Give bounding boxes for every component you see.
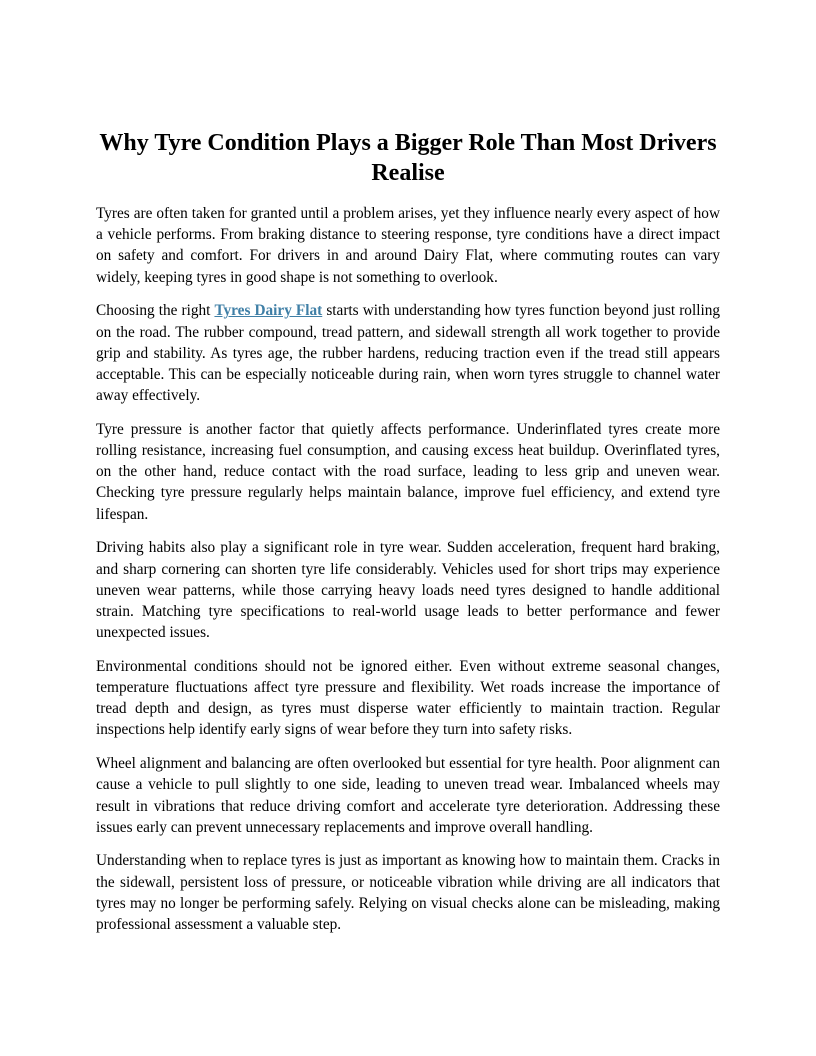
paragraph-choosing-tyres — [96, 300, 720, 406]
document-title: Why Tyre Condition Plays a Bigger Role Than Most Drivers Realise — [99, 130, 717, 186]
document-body — [96, 203, 720, 935]
paragraph-environmental-conditions: Environmental conditions should not be ignored either. Even without extreme seasonal changes, temperature fluctuations affect tyre pressure and flexibility. Wet roads increase the importance of tread depth and design, as tyres must disperse water efficiently to maintain traction. Regular inspections help identify early signs of wear before they turn into safety risks. — [96, 657, 720, 739]
paragraph-text-after-link: starts with understanding how tyres function beyond just rolling on the road. The rubber compound, tread pattern, and sidewall strength all work together to provide grip and stability. As tyres age, the rubber hardens, reducing traction even if the tread still appears acceptable. This can be especially noticeable during rain, when worn tyres struggle to channel water away effectively. — [96, 302, 721, 405]
document-page — [96, 128, 720, 948]
paragraph-text-before-link: Choosing the right — [96, 302, 215, 320]
paragraph-tyre-pressure: Tyre pressure is another factor that quietly affects performance. Underinflated tyres create more rolling resistance, increasing fuel consumption, and causing excess heat buildup. Overinflated tyres, on the other hand, reduce contact with the road surface, leading to less grip and uneven wear. Checking tyre pressure regularly helps maintain balance, improve fuel efficiency, and extend tyre lifespan. — [96, 420, 720, 523]
paragraph-wheel-alignment: Wheel alignment and balancing are often overlooked but essential for tyre health. Poor alignment can cause a vehicle to pull slightly to one side, leading to uneven tread wear. Imbalanced wheels may result in vibrations that reduce driving comfort and accelerate tyre deterioration. Addressing these issues early can prevent unnecessary replacements and improve overall handling. — [96, 755, 720, 836]
paragraph-intro: Tyres are often taken for granted until a problem arises, yet they influence nearly every aspect of how a vehicle performs. From braking distance to steering response, tyre conditions have a direct impact on safety and comfort. For drivers in and around Dairy Flat, where commuting routes can vary widely, keeping tyres in good shape is not something to overlook. — [96, 205, 720, 286]
tyres-dairy-flat-link[interactable]: Tyres Dairy Flat — [214, 302, 323, 320]
paragraph-driving-habits: Driving habits also play a significant role in tyre wear. Sudden acceleration, frequent hard braking, and sharp cornering can shorten tyre life considerably. Vehicles used for short trips may experience uneven wear patterns, while those carrying heavy loads need tyres designed to handle additional strain. Matching tyre specifications to real-world usage leads to better performance and fewer unexpected issues. — [96, 539, 720, 642]
paragraph-replacement: Understanding when to replace tyres is just as important as knowing how to maintain them. Cracks in the sidewall, persistent loss of pressure, or noticeable vibration while driving are all indicators that tyres may no longer be performing safely. Relying on visual checks alone can be misleading, making professional assessment a valuable step. — [96, 852, 720, 934]
